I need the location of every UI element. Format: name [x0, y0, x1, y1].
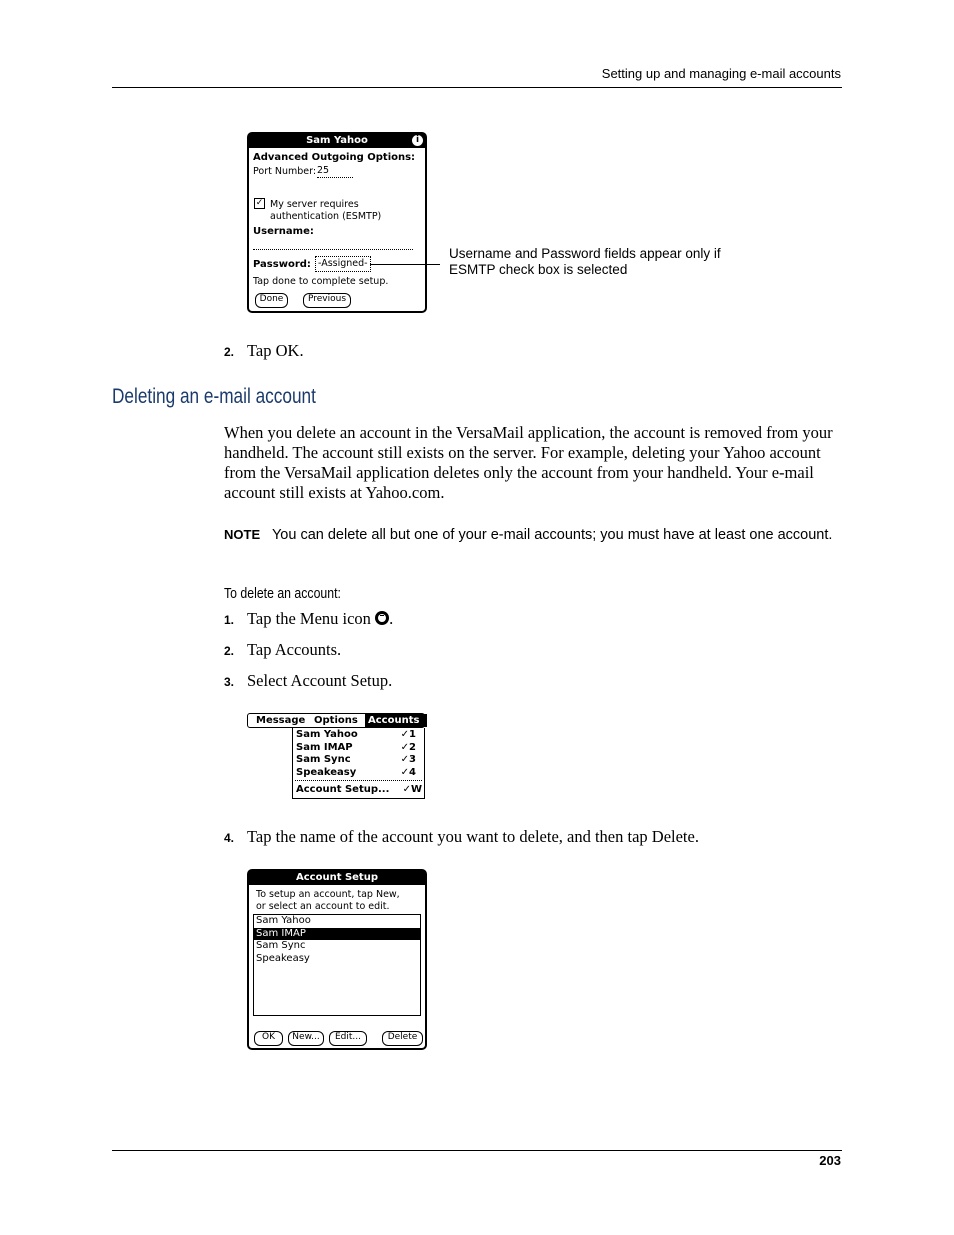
- page-number: 203: [819, 1153, 841, 1168]
- step-number: 4.: [224, 831, 235, 845]
- section-paragraph: When you delete an account in the VersaMail application, the account is removed from your handheld. The account still exists on the server. For example, deleting your Yahoo account from the VersaMail application deletes only the account from your handheld. Your e-mail account still exists at Yahoo.com.: [224, 423, 833, 502]
- step-text: Select Account Setup.: [247, 671, 393, 690]
- menu-options[interactable]: Options: [314, 715, 358, 726]
- menu-item-shortcut: ✓3: [400, 754, 416, 765]
- screen-title: Sam Yahoo: [249, 134, 425, 148]
- port-number-field[interactable]: 25: [317, 165, 353, 178]
- step-text: Tap Accounts.: [247, 640, 342, 659]
- checkbox-label-line2: authentication (ESMTP): [270, 211, 382, 222]
- account-list: [253, 914, 421, 1016]
- list-item[interactable]: Sam Yahoo: [256, 915, 311, 926]
- accounts-menu-dropdown: [292, 728, 425, 799]
- new-button[interactable]: New...: [288, 1031, 324, 1046]
- note: [224, 526, 842, 544]
- menu-icon: [375, 611, 389, 625]
- step-number: 2.: [224, 345, 235, 359]
- menu-item-shortcut: ✓4: [400, 766, 416, 778]
- menu-item-label[interactable]: Sam Yahoo: [296, 729, 358, 740]
- instruction-line1: To setup an account, tap New,: [256, 889, 400, 900]
- footer-rule: [112, 1150, 842, 1151]
- section-heading: Deleting an e-mail account: [112, 385, 316, 408]
- password-field[interactable]: -Assigned-: [315, 256, 371, 272]
- callout-line1: Username and Password fields appear only if: [449, 246, 721, 261]
- section-label: Advanced Outgoing Options:: [253, 152, 416, 163]
- step-text-suffix: .: [389, 609, 394, 628]
- menu-item-shortcut: ✓W: [402, 784, 422, 795]
- checkbox-checked-icon[interactable]: ✓: [255, 198, 264, 208]
- callout-line: [370, 264, 440, 265]
- ok-button[interactable]: OK: [254, 1031, 283, 1046]
- palm-screen-account-setup: [247, 869, 427, 1050]
- step-number: 3.: [224, 675, 235, 689]
- screen-title: Account Setup: [249, 871, 425, 885]
- menu-item-label[interactable]: Sam IMAP: [296, 741, 353, 753]
- list-item-selected[interactable]: Sam IMAP: [254, 928, 420, 941]
- running-header: Setting up and managing e-mail accounts: [601, 66, 841, 81]
- header-rule: [112, 87, 842, 88]
- list-item[interactable]: Sam Sync: [256, 940, 306, 951]
- done-button[interactable]: Done: [255, 293, 288, 308]
- step-text: Tap the name of the account you want to delete, and then tap Delete.: [247, 827, 699, 846]
- note-label: NOTE: [224, 527, 261, 542]
- step-number: 1.: [224, 613, 235, 627]
- menu-item-shortcut: ✓1: [400, 729, 416, 740]
- palm-screen-advanced-options: [247, 132, 427, 313]
- previous-button[interactable]: Previous: [303, 293, 351, 308]
- step-text-main: Tap the Menu icon: [247, 609, 371, 628]
- menu-bar: [247, 713, 425, 728]
- menu-item-shortcut: ✓2: [400, 741, 416, 753]
- info-icon[interactable]: i: [412, 135, 423, 146]
- password-label: Password:: [253, 259, 311, 270]
- note-text: You can delete all but one of your e-mail accounts; you must have at least one account.: [271, 527, 833, 543]
- menu-item-account-setup[interactable]: Account Setup...: [296, 784, 390, 795]
- step-text: Tap OK.: [247, 341, 304, 360]
- menu-message[interactable]: Message: [256, 715, 306, 726]
- procedure-title: To delete an account:: [224, 585, 341, 602]
- setup-hint: Tap done to complete setup.: [253, 276, 389, 287]
- instruction-line2: or select an account to edit.: [256, 901, 390, 912]
- username-label: Username:: [253, 226, 314, 237]
- checkbox-label-line1: My server requires: [270, 199, 359, 210]
- list-item[interactable]: Speakeasy: [256, 952, 310, 964]
- delete-button[interactable]: Delete: [382, 1031, 423, 1046]
- callout-line2: ESMTP check box is selected: [449, 262, 628, 277]
- port-label: Port Number:: [253, 166, 317, 177]
- menu-item-label[interactable]: Speakeasy: [296, 766, 357, 778]
- step-number: 2.: [224, 644, 235, 658]
- menu-accounts[interactable]: Accounts: [365, 714, 427, 727]
- callout-text: [449, 246, 721, 278]
- menu-item-label[interactable]: Sam Sync: [296, 754, 351, 765]
- edit-button[interactable]: Edit...: [329, 1031, 367, 1046]
- username-field[interactable]: [253, 249, 413, 250]
- menu-divider: [295, 780, 422, 781]
- step-text: [247, 609, 393, 629]
